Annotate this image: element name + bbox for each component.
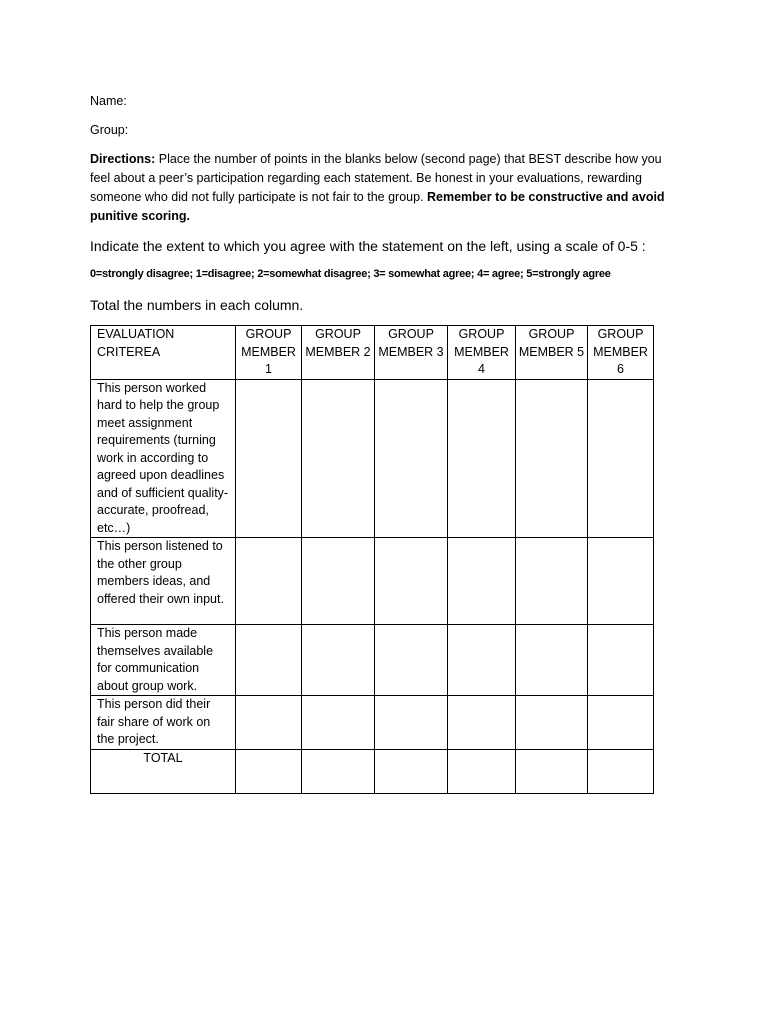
criterion-text: This person listened to the other group members ideas, and offered their own input. [91, 538, 236, 625]
score-cell[interactable] [236, 379, 302, 538]
member-header-1: GROUP MEMBER 1 [236, 326, 302, 380]
criterion-text: This person worked hard to help the group meet assignment requirements (turning work in according to agreed upon deadlines and of sufficient quality-accurate, proofread, etc…) [91, 379, 236, 538]
score-cell[interactable] [588, 379, 654, 538]
total-cell[interactable] [588, 749, 654, 793]
evaluation-table [90, 325, 654, 794]
score-cell[interactable] [448, 696, 516, 750]
score-cell[interactable] [588, 696, 654, 750]
score-cell[interactable] [448, 625, 516, 696]
score-cell[interactable] [302, 379, 375, 538]
directions-text: Place the number of points in the blanks below (second page) that BEST describe how you feel about a peer’s participation regarding each statement. Be honest in your evaluations, rewarding someone who did not fully participate is not fair to the group. [90, 152, 662, 204]
score-cell[interactable] [302, 538, 375, 625]
total-cell[interactable] [516, 749, 588, 793]
member-header-4: GROUP MEMBER 4 [448, 326, 516, 380]
table-row [91, 696, 654, 750]
scale-legend: 0=strongly disagree; 1=disagree; 2=somewhat disagree; 3= somewhat agree; 4= agree; 5=strongly agree [90, 268, 611, 280]
score-cell[interactable] [375, 538, 448, 625]
total-cell[interactable] [302, 749, 375, 793]
criterion-text: This person did their fair share of work on the project. [91, 696, 236, 750]
score-cell[interactable] [375, 625, 448, 696]
total-instruction: Total the numbers in each column. [90, 297, 304, 313]
table-header-row [91, 326, 654, 380]
total-label: TOTAL [91, 749, 236, 793]
score-cell[interactable] [302, 625, 375, 696]
total-cell[interactable] [236, 749, 302, 793]
score-cell[interactable] [375, 379, 448, 538]
score-cell[interactable] [236, 538, 302, 625]
indicate-instruction: Indicate the extent to which you agree with the statement on the left, using a scale of 0-5 : [90, 238, 646, 254]
total-cell[interactable] [448, 749, 516, 793]
directions-lead: Directions: [90, 152, 156, 166]
score-cell[interactable] [516, 696, 588, 750]
score-cell[interactable] [588, 625, 654, 696]
score-cell[interactable] [302, 696, 375, 750]
score-cell[interactable] [375, 696, 448, 750]
member-header-6: GROUP MEMBER 6 [588, 326, 654, 380]
name-label: Name: [90, 94, 127, 108]
score-cell[interactable] [516, 625, 588, 696]
score-cell[interactable] [516, 538, 588, 625]
table-row [91, 379, 654, 538]
criteria-header: EVALUATION CRITEREA [91, 326, 236, 380]
member-header-3: GROUP MEMBER 3 [375, 326, 448, 380]
criterion-text: This person made themselves available for communication about group work. [91, 625, 236, 696]
total-cell[interactable] [375, 749, 448, 793]
score-cell[interactable] [588, 538, 654, 625]
score-cell[interactable] [448, 538, 516, 625]
table-row [91, 538, 654, 625]
score-cell[interactable] [448, 379, 516, 538]
score-cell[interactable] [236, 696, 302, 750]
score-cell[interactable] [236, 625, 302, 696]
directions-paragraph [90, 150, 680, 226]
table-row [91, 625, 654, 696]
member-header-2: GROUP MEMBER 2 [302, 326, 375, 380]
directions-emphasis: Remember to be constructive and avoid punitive scoring. [90, 190, 665, 223]
score-cell[interactable] [516, 379, 588, 538]
total-row [91, 749, 654, 793]
group-label: Group: [90, 123, 129, 137]
member-header-5: GROUP MEMBER 5 [516, 326, 588, 380]
